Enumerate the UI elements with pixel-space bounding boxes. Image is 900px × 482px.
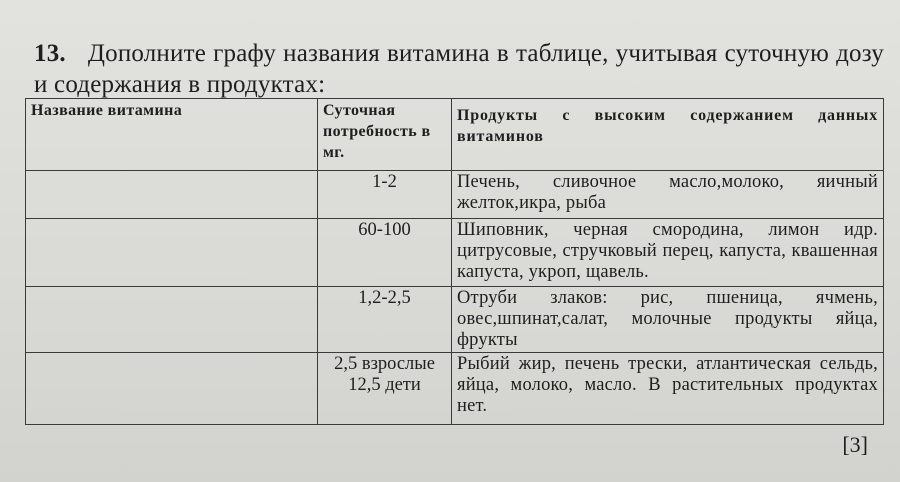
vitamin-name-cell[interactable] [26, 287, 318, 353]
table-row [26, 171, 884, 219]
vitamin-name-cell[interactable] [26, 171, 318, 219]
daily-dose-cell: 1,2-2,5 [318, 287, 452, 353]
question-text [34, 38, 884, 100]
table-header-row [26, 99, 884, 171]
header-daily-dose: Суточная потребность в мг. [318, 99, 452, 171]
vitamin-table [25, 98, 884, 425]
table-row [26, 287, 884, 353]
daily-dose-cell: 2,5 взрослые 12,5 дети [318, 353, 452, 425]
header-vitamin-name: Название витамина [26, 99, 318, 171]
header-products: Продукты с высоким содержанием данных витаминов [452, 99, 884, 171]
question-number: 13. [34, 40, 66, 67]
daily-dose-cell: 1-2 [318, 171, 452, 219]
products-cell: Шиповник, черная смородина, лимон идр. цитрусовые, стручковый перец, капуста, квашенная капуста, укроп, щавель. [452, 219, 884, 287]
question-prompt: Дополните графу названия витамина в таблице, учитывая суточную дозу и содержания в продуктах: [34, 40, 884, 98]
products-cell: Отруби злаков: рис, пшеница, ячмень, овес,шпинат,салат, молочные продукты яйца, фрукты [452, 287, 884, 353]
marks-label: [3] [842, 432, 868, 457]
vitamin-name-cell[interactable] [26, 219, 318, 287]
table-row [26, 353, 884, 425]
vitamin-name-cell[interactable] [26, 353, 318, 425]
table-row [26, 219, 884, 287]
products-cell: Рыбий жир, печень трески, атлантическая сельдь, яйца, молоко, масло. В растительных продуктах нет. [452, 353, 884, 425]
products-cell: Печень, сливочное масло,молоко, яичный желток,икра, рыба [452, 171, 884, 219]
daily-dose-cell: 60-100 [318, 219, 452, 287]
